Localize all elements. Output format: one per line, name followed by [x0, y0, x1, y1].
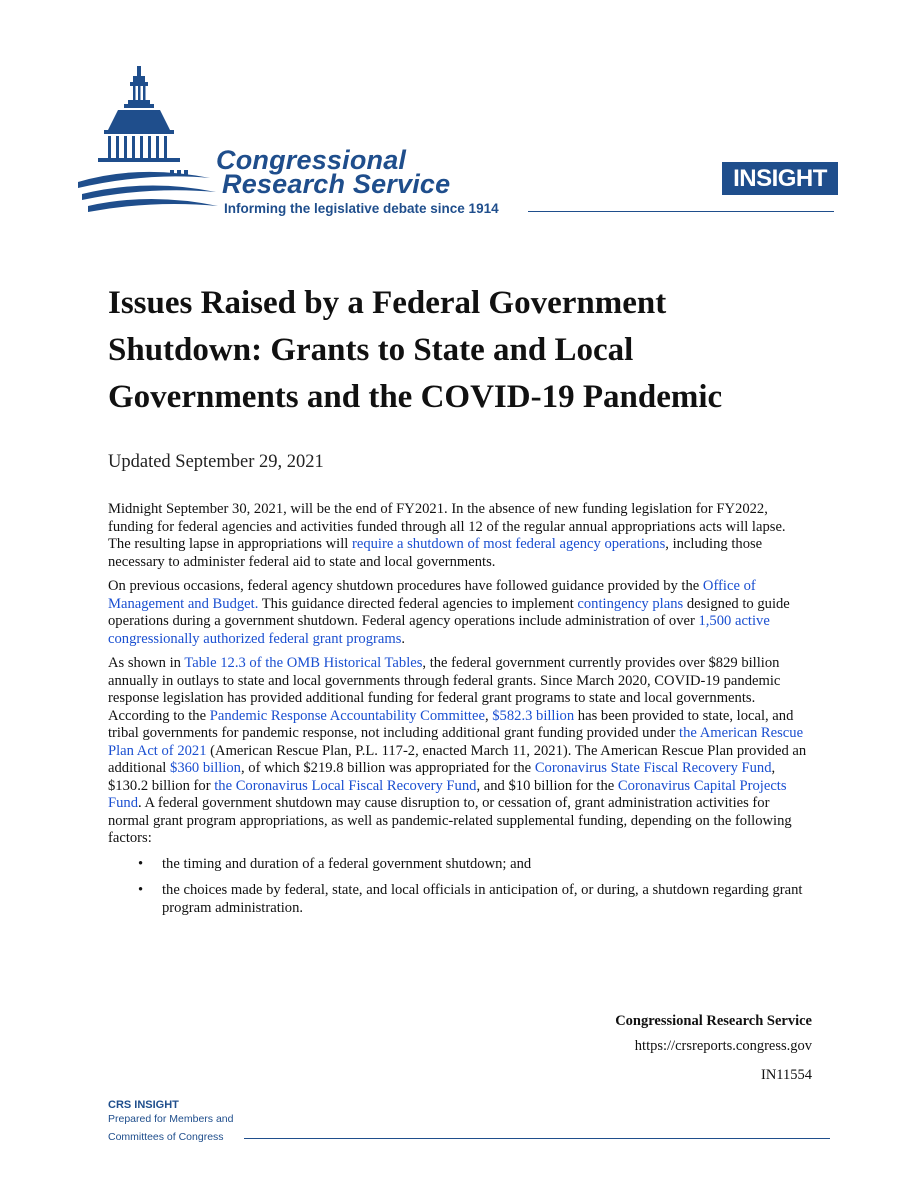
text-run: ,	[484, 707, 493, 724]
paragraph-1	[108, 501, 810, 571]
list-item	[108, 882, 810, 917]
link-grant-programs[interactable]: 1,500 active congressionally authorized federal grant programs	[108, 613, 770, 647]
footer-org-name: Congressional Research Service	[615, 1013, 812, 1029]
text-run: has been provided to state, local, and tribal governments for pandemic response, not including additional grant funding provided under	[108, 707, 794, 741]
page-title: Issues Raised by a Federal Government Shutdown: Grants to State and Local Governments and the COVID-19 Pandemic	[108, 285, 723, 415]
text-run: .	[401, 630, 406, 647]
text-run: , the federal government currently provides over $829 billion annually in outlays to state and local governments through federal grants. Since March 2020, COVID-19 pandemic response legislation has provided additional funding for federal grant programs to state and local governments. According to the	[108, 655, 781, 724]
updated-date: Updated September 29, 2021	[108, 452, 324, 472]
link-omb[interactable]: Office of Management and Budget.	[108, 578, 756, 612]
text-run: , including those necessary to administer federal aid to state and local governments.	[108, 536, 763, 570]
text-run: On previous occasions, federal agency shutdown procedures have followed guidance provided by the	[108, 578, 703, 594]
text-run: , $130.2 billion for	[108, 760, 776, 794]
link-shutdown-operations[interactable]: require a shutdown of most federal agency operations	[352, 536, 666, 552]
org-name-line2: Research Service	[222, 169, 451, 199]
capitol-dome-icon	[78, 66, 220, 216]
prepared-for-line1: Prepared for Members and	[108, 1113, 234, 1125]
bullet-icon: •	[138, 855, 144, 872]
link-capital-projects-fund[interactable]: Coronavirus Capital Projects Fund	[108, 777, 787, 811]
link-american-rescue-plan[interactable]: the American Rescue Plan Act of 2021	[108, 725, 804, 759]
link-pandemic-response-committee[interactable]: Pandemic Response Accountability Committee	[209, 707, 485, 724]
link-contingency-plans[interactable]: contingency plans	[577, 595, 684, 612]
crs-insight-label: CRS INSIGHT	[108, 1099, 179, 1111]
org-tagline: Informing the legislative debate since 1914	[224, 201, 499, 216]
org-name-line1: Congressional	[216, 145, 407, 175]
text-run: . A federal government shutdown may cause disruption to, or cessation of, grant administration activities for normal grant program appropriations, as well as pandemic-related supplemental funding, depending on the following factors:	[108, 795, 792, 846]
paragraph-3	[108, 655, 810, 848]
list-item-text: the choices made by federal, state, and local officials in anticipation of, or during, a shutdown regarding grant program administration.	[162, 882, 803, 916]
report-id: IN11554	[760, 1067, 812, 1083]
footer-url[interactable]: https://crsreports.congress.gov	[634, 1038, 812, 1054]
text-run: , and $10 billion for the	[476, 777, 618, 794]
list-item-text: the timing and duration of a federal government shutdown; and	[162, 855, 532, 872]
text-run: designed to guide operations during a government shutdown. Federal agency operations include administration of over	[108, 595, 790, 629]
factor-list	[108, 856, 810, 918]
header-divider	[528, 211, 834, 212]
document-body	[108, 501, 810, 926]
link-360-billion[interactable]: $360 billion	[170, 760, 241, 776]
text-run: , of which $219.8 billion was appropriated for the	[240, 760, 535, 776]
list-item	[108, 856, 810, 874]
link-omb-historical-tables[interactable]: Table 12.3 of the OMB Historical Tables	[184, 655, 423, 671]
text-run: As shown in	[108, 655, 185, 671]
bullet-icon: •	[138, 882, 144, 898]
prepared-for-line2: Committees of Congress	[108, 1131, 224, 1143]
link-state-fiscal-recovery-fund[interactable]: Coronavirus State Fiscal Recovery Fund	[534, 760, 772, 776]
link-local-fiscal-recovery-fund[interactable]: the Coronavirus Local Fiscal Recovery Fund	[214, 777, 477, 794]
text-run: This guidance directed federal agencies to implement	[258, 595, 578, 612]
insight-badge: INSIGHT	[722, 162, 838, 195]
text-run: Midnight September 30, 2021, will be the end of FY2021. In the absence of new funding legislation for FY2022, funding for federal agencies and activities funded through all 12 of the regular annual appropriations acts will lapse. The resulting lapse in appropriations will	[108, 501, 786, 552]
link-582-billion[interactable]: $582.3 billion	[492, 707, 575, 724]
text-run: (American Rescue Plan, P.L. 117-2, enacted March 11, 2021). The American Rescue Plan provided an additional	[108, 742, 807, 776]
paragraph-2	[108, 578, 810, 648]
footer-divider	[244, 1138, 830, 1139]
